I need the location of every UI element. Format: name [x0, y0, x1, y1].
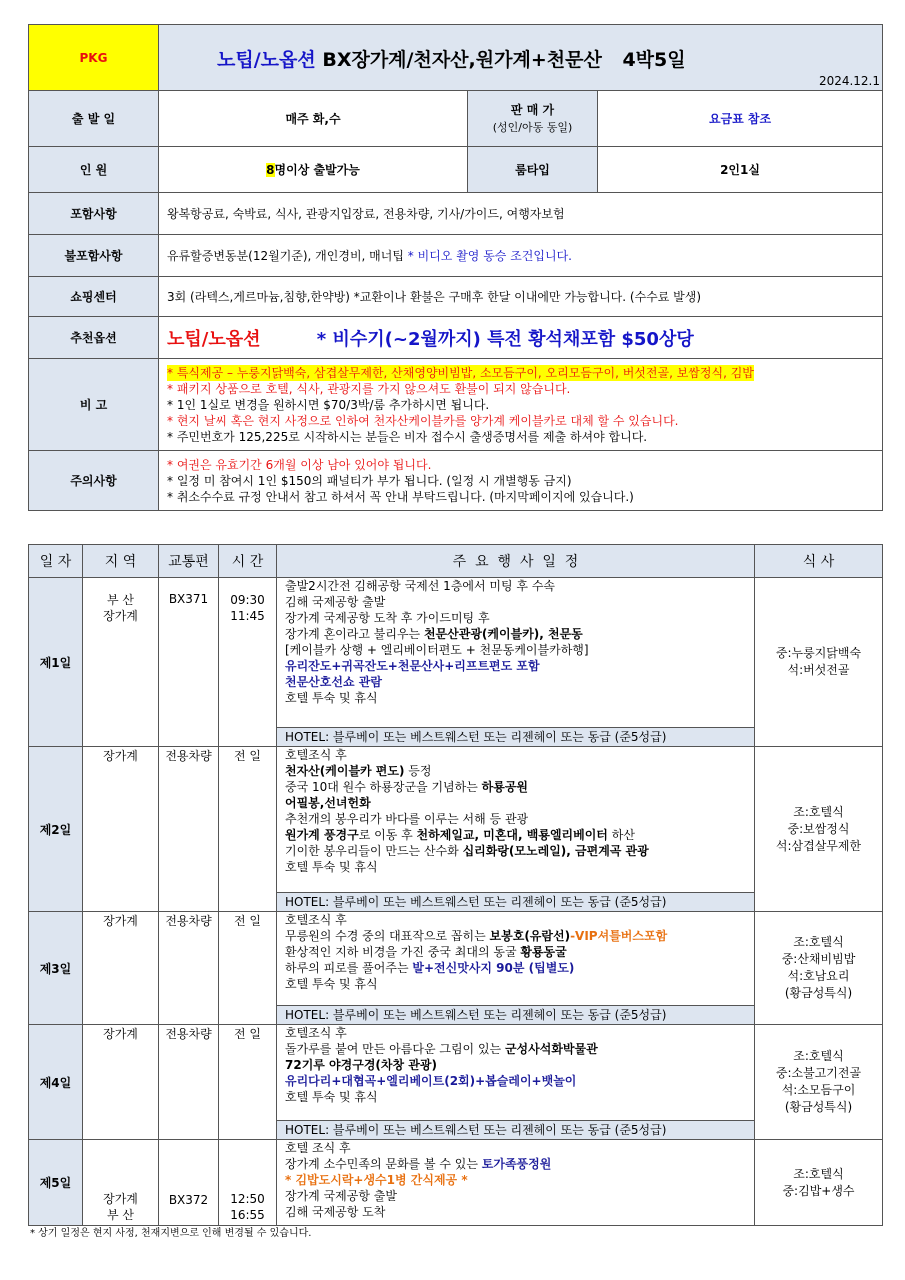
remark-item: * 주민번호가 125,225로 시작하시는 분들은 비자 접수시 출생증명서를 제출 하셔야 합니다.	[167, 429, 648, 444]
itinerary-cell: 호텔조식 후 천자산(케이블카 편도) 등정 중국 10대 원수 하룡장군을 기념하는 하룡공원 어필봉,선녀헌화 추천개의 봉우리가 바다를 이루는 서해 등 관광 원가계 풍경구로 이동 후 천하제일교, 미혼대, 백룡엘리베이터 하산 기이한 봉우리들이 만드는 산수화 십리화랑(모노레일), 금편계곡 관광 호텔 투숙 및 휴식 HOTEL: 블루베이 또는 베스트웨스턴 또는 리젠헤이 또는 동급 (준5성급)	[277, 747, 755, 912]
caution-item: * 취소수수료 규정 안내서 참고 하셔서 꼭 안내 부탁드립니다. (마지막페이지에 있습니다.)	[167, 489, 634, 504]
day-label: 제5일	[29, 1140, 83, 1226]
time-cell: 12:50 16:55	[219, 1140, 277, 1226]
transport-cell: 전용차량	[159, 912, 219, 1025]
hotel-info: HOTEL: 블루베이 또는 베스트웨스턴 또는 리젠헤이 또는 동급 (준5성급)	[277, 1005, 754, 1024]
included-value: 왕복항공료, 숙박료, 식사, 관광지입장료, 전용차량, 기사/가이드, 여행자보험	[159, 193, 883, 235]
option-label: 추천옵션	[29, 317, 159, 359]
people-label: 인 원	[29, 147, 159, 193]
shopping-label: 쇼핑센터	[29, 277, 159, 317]
day-row-3	[29, 912, 883, 1025]
price-label: 판 매 가 (성인/아동 동일)	[468, 91, 598, 147]
title-cell	[159, 25, 883, 91]
hotel-info: HOTEL: 블루베이 또는 베스트웨스턴 또는 리젠헤이 또는 동급 (준5성급)	[277, 892, 754, 911]
region-cell: 장가계	[83, 747, 159, 912]
issue-date: 2024.12.1	[818, 74, 881, 88]
remark-item: * 특식제공 – 누룽지닭백숙, 삼겹살무제한, 산채영양비빔밥, 소모듬구이, 오리모듬구이, 버섯전골, 보쌈정식, 김밥	[167, 365, 754, 380]
day-label: 제3일	[29, 912, 83, 1025]
day-label: 제1일	[29, 578, 83, 747]
shopping-value: 3회 (라텍스,게르마늄,침향,한약방) *교환이나 환불은 구매후 한달 이내에만 가능합니다. (수수료 발생)	[159, 277, 883, 317]
room-type-value: 2인1실	[598, 147, 883, 193]
price-value: 요금표 참조	[598, 91, 883, 147]
info-table	[28, 24, 883, 511]
caution-item: * 일정 미 참여시 1인 $150의 패널티가 부가 됩니다. (일정 시 개별행동 금지)	[167, 473, 572, 488]
itinerary-cell: 출발2시간전 김해공항 국제선 1층에서 미팅 후 수속 김해 국제공항 출발 장가계 국제공항 도착 후 가이드미팅 후 장가계 혼이라고 불리우는 천문산관광(케이블카), 천문동 [케이블카 상행 + 엘리베이터편도 + 천문동케이블카하행] 유리잔도+귀곡잔도+천문산사+리프트편도 포함 천문산호선쇼 관람 호텔 투숙 및 휴식 HOTEL: 블루베이 또는 베스트웨스턴 또는 리젠헤이 또는 동급 (준5성급)	[277, 578, 755, 747]
excluded-label: 불포함사항	[29, 235, 159, 277]
room-type-label: 룸타입	[468, 147, 598, 193]
meal-cell: 중:누룽지닭백숙 석:버섯전골	[755, 578, 883, 747]
meal-cell: 조:호텔식 중:보쌈정식 석:삼겹살무제한	[755, 747, 883, 912]
departure-value: 매주 화,수	[159, 91, 468, 147]
meal-cell: 조:호텔식 중:산채비빔밥 석:호남요리 (황금성특식)	[755, 912, 883, 1025]
day-label: 제2일	[29, 747, 83, 912]
excluded-value: 유류할증변동분(12월기준), 개인경비, 매너팁 * 비디오 촬영 동승 조건입니다.	[159, 235, 883, 277]
hotel-info: HOTEL: 블루베이 또는 베스트웨스턴 또는 리젠헤이 또는 동급 (준5성급)	[277, 1120, 754, 1139]
transport-cell: BX372	[159, 1140, 219, 1226]
day-row-2	[29, 747, 883, 912]
departure-label: 출 발 일	[29, 91, 159, 147]
transport-cell: 전용차량	[159, 747, 219, 912]
pkg-badge: PKG	[29, 25, 159, 91]
people-value: 8명이상 출발가능	[159, 147, 468, 193]
meal-cell: 조:호텔식 중:소불고기전골 석:소모듬구이 (황금성특식)	[755, 1025, 883, 1140]
remarks-list	[159, 359, 883, 451]
col-header-transport: 교통편	[159, 545, 219, 578]
footnote: * 상기 일정은 현지 사정, 천재지변으로 인해 변경될 수 있습니다.	[30, 1228, 312, 1239]
region-cell: 부 산 장가계	[83, 578, 159, 747]
caution-label: 주의사항	[29, 451, 159, 511]
schedule-header-row	[29, 545, 883, 578]
remarks-label: 비 고	[29, 359, 159, 451]
region-cell: 장가계	[83, 1025, 159, 1140]
day-row-4	[29, 1025, 883, 1140]
time-cell: 09:30 11:45	[219, 578, 277, 747]
time-cell: 전 일	[219, 747, 277, 912]
transport-cell: BX371	[159, 578, 219, 747]
schedule-table	[28, 544, 883, 1226]
included-label: 포함사항	[29, 193, 159, 235]
remark-item: * 현지 날씨 혹은 현지 사정으로 인하여 천자산케이블카를 양가계 케이블카로 대체 할 수 있습니다.	[167, 413, 679, 428]
itinerary-cell: 호텔조식 후 돌가루를 붙여 만든 아름다운 그림이 있는 군성사석화박물관 72기루 야경구경(차창 관광) 유리다리+대협곡+엘리베이트(2회)+봅슬레이+뱃놀이 호텔 투숙 및 휴식 HOTEL: 블루베이 또는 베스트웨스턴 또는 리젠헤이 또는 동급 (준5성급)	[277, 1025, 755, 1140]
day-label: 제4일	[29, 1025, 83, 1140]
caution-item: * 여권은 유효기간 6개월 이상 남아 있어야 됩니다.	[167, 457, 432, 472]
option-value: 노팁/노옵션 * 비수기(~2월까지) 특전 황석채포함 $50상당	[159, 317, 883, 359]
hotel-info: HOTEL: 블루베이 또는 베스트웨스턴 또는 리젠헤이 또는 동급 (준5성급)	[277, 727, 754, 746]
time-cell: 전 일	[219, 1025, 277, 1140]
col-header-meal: 식 사	[755, 545, 883, 578]
day-row-1	[29, 578, 883, 747]
page-title: 노팁/노옵션 BX장가계/천자산,원가계+천문산 4박5일	[217, 49, 686, 71]
col-header-time: 시 간	[219, 545, 277, 578]
meal-cell: 조:호텔식 중:김밥+생수	[755, 1140, 883, 1226]
caution-list	[159, 451, 883, 511]
time-cell: 전 일	[219, 912, 277, 1025]
itinerary-cell: 호텔 조식 후 장가계 소수민족의 문화를 볼 수 있는 토가족풍정원 * 김밥도시락+생수1병 간식제공 * 장가계 국제공항 출발 김해 국제공항 도착	[277, 1140, 755, 1226]
col-header-region: 지 역	[83, 545, 159, 578]
remark-item: * 1인 1실로 변경을 원하시면 $70/3박/룸 추가하시면 됩니다.	[167, 397, 490, 412]
transport-cell: 전용차량	[159, 1025, 219, 1140]
day-row-5	[29, 1140, 883, 1226]
remark-item: * 패키지 상품으로 호텔, 식사, 관광지를 가지 않으셔도 환불이 되지 않습니다.	[167, 381, 571, 396]
itinerary-cell: 호텔조식 후 무릉원의 수경 중의 대표작으로 꼽히는 보봉호(유람선)-VIP셔틀버스포함 환상적인 지하 비경을 가진 중국 최대의 동굴 황룡동굴 하루의 피로를 풀어주는 발+전신맛사지 90분 (팁별도) 호텔 투숙 및 휴식 HOTEL: 블루베이 또는 베스트웨스턴 또는 리젠헤이 또는 동급 (준5성급)	[277, 912, 755, 1025]
region-cell: 장가계	[83, 912, 159, 1025]
region-cell: 장가계 부 산	[83, 1140, 159, 1226]
col-header-day: 일 자	[29, 545, 83, 578]
col-header-itinerary: 주 요 행 사 일 정	[277, 545, 755, 578]
